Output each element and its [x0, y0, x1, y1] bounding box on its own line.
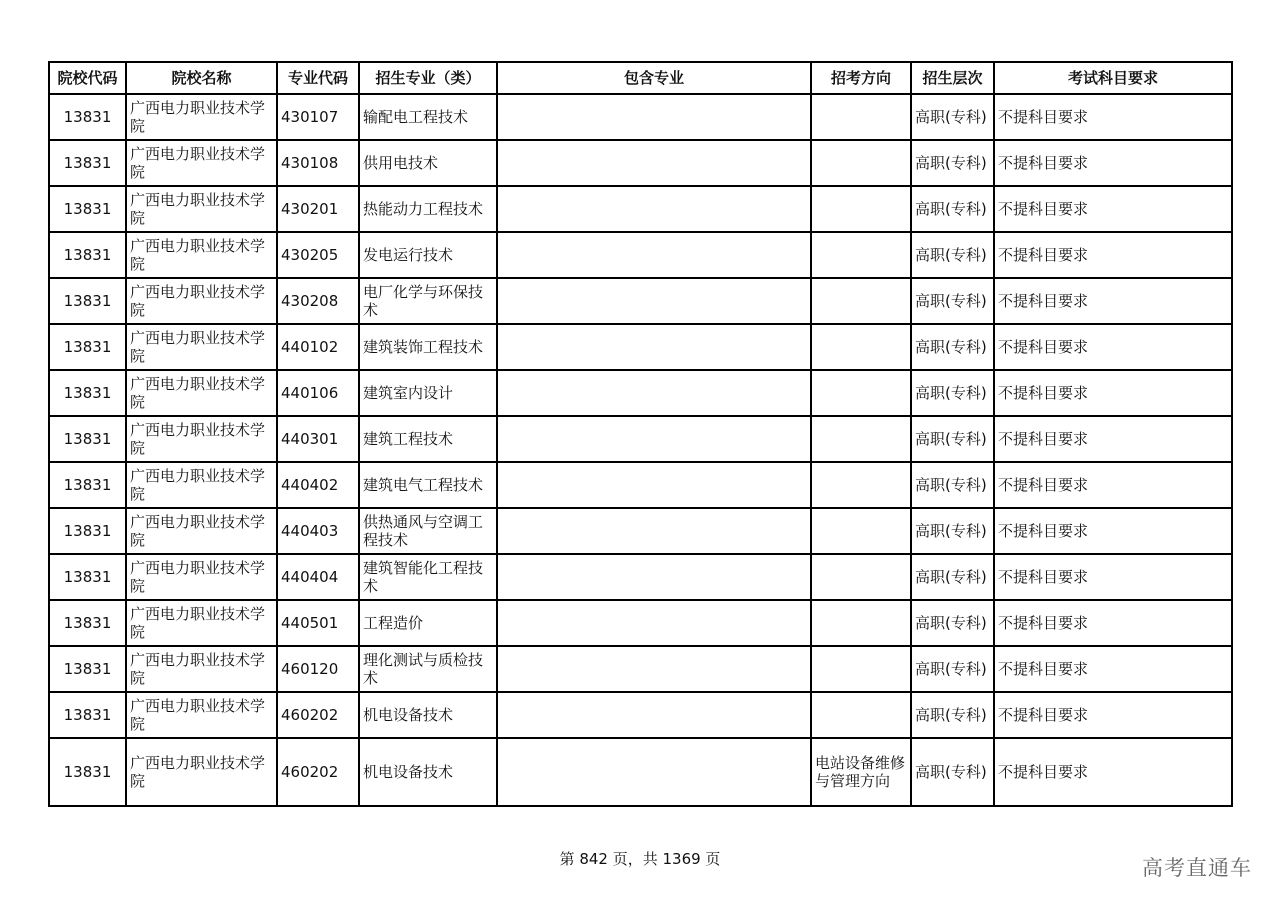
cell-school-code: 13831	[49, 140, 126, 186]
cell-school-name: 广西电力职业技术学院	[126, 140, 277, 186]
table-row	[49, 186, 1232, 232]
cell-school-code: 13831	[49, 692, 126, 738]
table-row	[49, 508, 1232, 554]
table-row	[49, 94, 1232, 140]
table-row	[49, 600, 1232, 646]
cell-requirement: 不提科目要求	[994, 554, 1232, 600]
cell-included-majors	[497, 600, 811, 646]
cell-level: 高职(专科)	[911, 94, 994, 140]
cell-school-code: 13831	[49, 186, 126, 232]
table-row	[49, 738, 1232, 806]
cell-included-majors	[497, 738, 811, 806]
cell-level: 高职(专科)	[911, 554, 994, 600]
table-row	[49, 462, 1232, 508]
cell-requirement: 不提科目要求	[994, 646, 1232, 692]
cell-major: 建筑装饰工程技术	[359, 324, 497, 370]
table-row	[49, 370, 1232, 416]
header-major-code: 专业代码	[277, 62, 359, 94]
cell-school-name: 广西电力职业技术学院	[126, 554, 277, 600]
cell-major-code: 440102	[277, 324, 359, 370]
cell-direction	[811, 416, 911, 462]
cell-requirement: 不提科目要求	[994, 232, 1232, 278]
cell-requirement: 不提科目要求	[994, 94, 1232, 140]
cell-major-code: 440501	[277, 600, 359, 646]
cell-direction	[811, 94, 911, 140]
cell-requirement: 不提科目要求	[994, 140, 1232, 186]
cell-major: 建筑室内设计	[359, 370, 497, 416]
cell-school-code: 13831	[49, 232, 126, 278]
cell-school-name: 广西电力职业技术学院	[126, 738, 277, 806]
cell-school-code: 13831	[49, 554, 126, 600]
cell-included-majors	[497, 462, 811, 508]
table-row	[49, 278, 1232, 324]
table-row	[49, 324, 1232, 370]
cell-level: 高职(专科)	[911, 508, 994, 554]
cell-included-majors	[497, 508, 811, 554]
cell-major: 发电运行技术	[359, 232, 497, 278]
header-major: 招生专业（类）	[359, 62, 497, 94]
cell-level: 高职(专科)	[911, 600, 994, 646]
cell-school-code: 13831	[49, 508, 126, 554]
cell-major-code: 460202	[277, 692, 359, 738]
cell-school-name: 广西电力职业技术学院	[126, 462, 277, 508]
cell-requirement: 不提科目要求	[994, 416, 1232, 462]
cell-direction: 电站设备维修与管理方向	[811, 738, 911, 806]
cell-school-name: 广西电力职业技术学院	[126, 508, 277, 554]
cell-level: 高职(专科)	[911, 646, 994, 692]
cell-major: 机电设备技术	[359, 692, 497, 738]
cell-direction	[811, 600, 911, 646]
cell-school-code: 13831	[49, 462, 126, 508]
cell-level: 高职(专科)	[911, 140, 994, 186]
admissions-table	[48, 61, 1233, 807]
cell-major: 电厂化学与环保技术	[359, 278, 497, 324]
cell-included-majors	[497, 232, 811, 278]
cell-direction	[811, 462, 911, 508]
cell-school-name: 广西电力职业技术学院	[126, 646, 277, 692]
page-number: 第 842 页，共 1369 页	[559, 850, 721, 868]
cell-included-majors	[497, 554, 811, 600]
cell-direction	[811, 140, 911, 186]
cell-direction	[811, 278, 911, 324]
table-row	[49, 692, 1232, 738]
cell-level: 高职(专科)	[911, 324, 994, 370]
cell-level: 高职(专科)	[911, 738, 994, 806]
table-row	[49, 416, 1232, 462]
cell-requirement: 不提科目要求	[994, 692, 1232, 738]
cell-major: 工程造价	[359, 600, 497, 646]
cell-school-code: 13831	[49, 278, 126, 324]
cell-major: 供用电技术	[359, 140, 497, 186]
cell-school-code: 13831	[49, 738, 126, 806]
cell-school-name: 广西电力职业技术学院	[126, 94, 277, 140]
cell-school-name: 广西电力职业技术学院	[126, 600, 277, 646]
cell-major-code: 430108	[277, 140, 359, 186]
cell-school-name: 广西电力职业技术学院	[126, 416, 277, 462]
header-included-majors: 包含专业	[497, 62, 811, 94]
cell-major: 建筑智能化工程技术	[359, 554, 497, 600]
cell-requirement: 不提科目要求	[994, 370, 1232, 416]
cell-level: 高职(专科)	[911, 186, 994, 232]
cell-school-name: 广西电力职业技术学院	[126, 278, 277, 324]
cell-major-code: 430208	[277, 278, 359, 324]
cell-included-majors	[497, 94, 811, 140]
cell-school-name: 广西电力职业技术学院	[126, 692, 277, 738]
cell-included-majors	[497, 324, 811, 370]
cell-level: 高职(专科)	[911, 370, 994, 416]
cell-major-code: 440404	[277, 554, 359, 600]
cell-requirement: 不提科目要求	[994, 278, 1232, 324]
cell-major: 机电设备技术	[359, 738, 497, 806]
header-level: 招生层次	[911, 62, 994, 94]
cell-major: 热能动力工程技术	[359, 186, 497, 232]
cell-included-majors	[497, 646, 811, 692]
header-requirement: 考试科目要求	[994, 62, 1232, 94]
header-direction: 招考方向	[811, 62, 911, 94]
cell-school-code: 13831	[49, 416, 126, 462]
cell-direction	[811, 232, 911, 278]
table-row	[49, 646, 1232, 692]
cell-requirement: 不提科目要求	[994, 508, 1232, 554]
cell-major-code: 440403	[277, 508, 359, 554]
cell-direction	[811, 508, 911, 554]
cell-requirement: 不提科目要求	[994, 738, 1232, 806]
cell-major-code: 460202	[277, 738, 359, 806]
cell-major-code: 430201	[277, 186, 359, 232]
cell-included-majors	[497, 370, 811, 416]
header-school-name: 院校名称	[126, 62, 277, 94]
cell-included-majors	[497, 278, 811, 324]
cell-level: 高职(专科)	[911, 416, 994, 462]
cell-included-majors	[497, 692, 811, 738]
cell-school-code: 13831	[49, 600, 126, 646]
cell-school-code: 13831	[49, 646, 126, 692]
cell-level: 高职(专科)	[911, 232, 994, 278]
cell-school-code: 13831	[49, 370, 126, 416]
cell-major-code: 440301	[277, 416, 359, 462]
cell-school-code: 13831	[49, 324, 126, 370]
cell-major: 输配电工程技术	[359, 94, 497, 140]
cell-school-name: 广西电力职业技术学院	[126, 232, 277, 278]
cell-direction	[811, 370, 911, 416]
cell-direction	[811, 324, 911, 370]
cell-major: 建筑电气工程技术	[359, 462, 497, 508]
cell-major: 供热通风与空调工程技术	[359, 508, 497, 554]
cell-included-majors	[497, 416, 811, 462]
cell-school-name: 广西电力职业技术学院	[126, 186, 277, 232]
cell-direction	[811, 646, 911, 692]
cell-included-majors	[497, 140, 811, 186]
cell-school-name: 广西电力职业技术学院	[126, 370, 277, 416]
cell-requirement: 不提科目要求	[994, 462, 1232, 508]
cell-major-code: 430205	[277, 232, 359, 278]
header-row	[49, 62, 1232, 94]
cell-major-code: 440402	[277, 462, 359, 508]
table-row	[49, 554, 1232, 600]
cell-requirement: 不提科目要求	[994, 324, 1232, 370]
cell-direction	[811, 692, 911, 738]
cell-direction	[811, 186, 911, 232]
cell-requirement: 不提科目要求	[994, 186, 1232, 232]
cell-major: 建筑工程技术	[359, 416, 497, 462]
cell-major-code: 430107	[277, 94, 359, 140]
cell-level: 高职(专科)	[911, 278, 994, 324]
cell-major-code: 440106	[277, 370, 359, 416]
header-school-code: 院校代码	[49, 62, 126, 94]
cell-level: 高职(专科)	[911, 462, 994, 508]
cell-level: 高职(专科)	[911, 692, 994, 738]
cell-school-name: 广西电力职业技术学院	[126, 324, 277, 370]
cell-included-majors	[497, 186, 811, 232]
cell-major-code: 460120	[277, 646, 359, 692]
cell-direction	[811, 554, 911, 600]
cell-school-code: 13831	[49, 94, 126, 140]
cell-major: 理化测试与质检技术	[359, 646, 497, 692]
cell-requirement: 不提科目要求	[994, 600, 1232, 646]
table-row	[49, 140, 1232, 186]
watermark-text: 高考直通车	[1142, 856, 1252, 880]
table-row	[49, 232, 1232, 278]
